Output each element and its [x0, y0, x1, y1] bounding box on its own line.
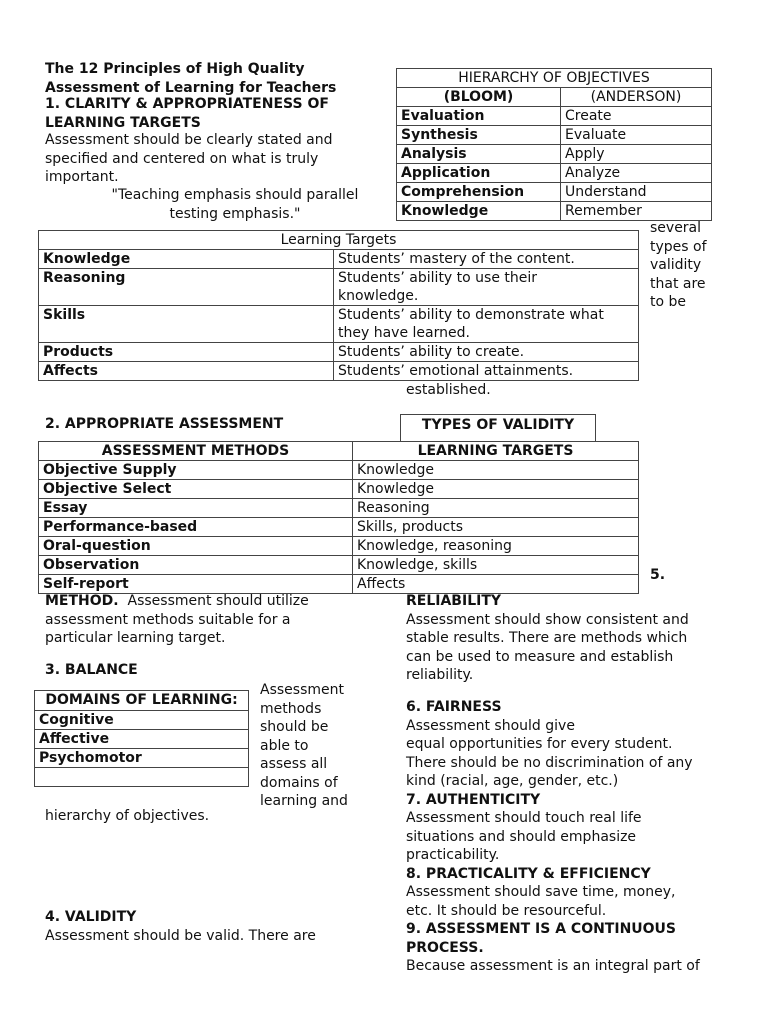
anderson-cell: Evaluate: [561, 126, 712, 145]
target-cell: Skills, products: [353, 518, 639, 537]
target-cell: Affects: [353, 575, 639, 594]
method-cell: Performance-based: [39, 518, 353, 537]
targets-header: LEARNING TARGETS: [353, 442, 639, 461]
principle-6-heading: 6. FAIRNESS: [406, 699, 502, 715]
anderson-cell: Apply: [561, 145, 712, 164]
table-row: [397, 164, 712, 183]
principle-1-quote: "Teaching emphasis should parallel testing emphasis.": [111, 187, 359, 222]
target-cell: Knowledge, reasoning: [353, 537, 639, 556]
table-row: [39, 518, 639, 537]
table-row: [39, 461, 639, 480]
domain-cell: Cognitive: [35, 711, 249, 730]
method-cell: Objective Supply: [39, 461, 353, 480]
principle-5-heading: RELIABILITY: [406, 593, 502, 609]
principle-9-heading-cont: PROCESS.: [406, 939, 484, 956]
table-row: [39, 343, 639, 362]
bloom-cell: Knowledge: [397, 202, 561, 221]
learning-targets-table: [38, 230, 639, 381]
table-row: [35, 749, 249, 768]
method-cell: Objective Select: [39, 480, 353, 499]
principle-9-heading: 9. ASSESSMENT IS A CONTINUOUS: [406, 921, 677, 937]
hierarchy-table: [396, 68, 712, 221]
domain-cell: [35, 768, 249, 787]
table-row: [397, 183, 712, 202]
assessment-methods-table: [38, 441, 639, 594]
target-name: Affects: [39, 362, 334, 381]
target-name: Products: [39, 343, 334, 362]
validity-side-text: several types of validity that are to be: [650, 220, 707, 310]
table-row: [39, 575, 639, 594]
table-row: [35, 711, 249, 730]
page-title: The 12 Principles of High Quality Assessment of Learning for Teachers: [45, 61, 337, 96]
domains-table: [34, 690, 249, 787]
principle-5-number: 5.: [650, 567, 666, 583]
target-description: Students’ ability to use their knowledge.: [334, 269, 639, 306]
principle-3-heading: 3. BALANCE: [45, 662, 138, 678]
principle-7-heading: 7. AUTHENTICITY: [406, 791, 541, 808]
target-cell: Knowledge: [353, 480, 639, 499]
principle-3-tail: hierarchy of objectives.: [45, 808, 210, 824]
table-row: [39, 480, 639, 499]
table-row: [39, 306, 639, 343]
target-cell: Knowledge, skills: [353, 556, 639, 575]
principle-4-heading: 4. VALIDITY: [45, 909, 137, 925]
table-row: [39, 250, 639, 269]
method-cell: Self-report: [39, 575, 353, 594]
table-row: [39, 269, 639, 306]
principle-2-body: METHOD. Assessment should utilize assessment methods suitable for a particular learning target.: [45, 593, 309, 646]
principle-3-side-text: Assessment methods should be able to assess all domains of learning and: [260, 682, 348, 809]
domain-cell: Psychomotor: [35, 749, 249, 768]
target-description: Students’ mastery of the content.: [334, 250, 639, 269]
anderson-header: (ANDERSON): [561, 88, 712, 107]
principle-4-body: Assessment should be valid. There are: [45, 928, 316, 944]
domain-cell: Affective: [35, 730, 249, 749]
table-row: [35, 730, 249, 749]
table-row: [397, 202, 712, 221]
target-name: Skills: [39, 306, 334, 343]
principle-6-section: 6. FAIRNESS Assessment should give equal opportunities for every student. There should be no discrimination of any kind (racial, age, gender, etc.) 7. AUTHENTICITY Assessment should touch real life situations and should emphasize practicability. 8. PRACTICALITY & EFFICIENCY Assessment should save time, money, etc. It should be resourceful. 9. ASSESSMENT IS A CONTINUOUS PROCESS. Because assessment is an integral part of: [406, 698, 746, 976]
table-row: [397, 107, 712, 126]
methods-header: ASSESSMENT METHODS: [39, 442, 353, 461]
method-cell: Essay: [39, 499, 353, 518]
method-cell: Oral-question: [39, 537, 353, 556]
method-cell: Observation: [39, 556, 353, 575]
bloom-cell: Analysis: [397, 145, 561, 164]
target-description: Students’ emotional attainments.: [334, 362, 639, 381]
table-row: [39, 362, 639, 381]
anderson-cell: Remember: [561, 202, 712, 221]
table-row: [397, 145, 712, 164]
target-description: Students’ ability to create.: [334, 343, 639, 362]
bloom-cell: Synthesis: [397, 126, 561, 145]
anderson-cell: Create: [561, 107, 712, 126]
target-cell: Reasoning: [353, 499, 639, 518]
target-description: Students’ ability to demonstrate what they have learned.: [334, 306, 639, 343]
learning-targets-title: Learning Targets: [39, 231, 639, 250]
principle-1-body: Assessment should be clearly stated and specified and centered on what is truly important.: [45, 132, 333, 185]
target-name: Reasoning: [39, 269, 334, 306]
bloom-header: (BLOOM): [397, 88, 561, 107]
principle-2-heading: 2. APPROPRIATE ASSESSMENT: [45, 416, 284, 432]
table-row: [397, 126, 712, 145]
types-of-validity-box: TYPES OF VALIDITY: [400, 414, 596, 443]
table-row: [39, 556, 639, 575]
target-name: Knowledge: [39, 250, 334, 269]
bloom-cell: Comprehension: [397, 183, 561, 202]
target-cell: Knowledge: [353, 461, 639, 480]
principle-9-body: Because assessment is an integral part of: [406, 958, 700, 974]
anderson-cell: Analyze: [561, 164, 712, 183]
validity-established: established.: [406, 382, 491, 398]
principle-5-section: RELIABILITY Assessment should show consistent and stable results. There are methods which can be used to measure and establish reliability.: [406, 592, 746, 685]
table-row: [39, 537, 639, 556]
principle-8-heading: 8. PRACTICALITY & EFFICIENCY: [406, 865, 651, 882]
table-row: [35, 768, 249, 787]
bloom-cell: Evaluation: [397, 107, 561, 126]
hierarchy-title: HIERARCHY OF OBJECTIVES: [397, 69, 712, 88]
principle-1-heading: 1. CLARITY & APPROPRIATENESS OF LEARNING TARGETS: [45, 96, 329, 131]
table-row: [39, 499, 639, 518]
bloom-cell: Application: [397, 164, 561, 183]
domains-title: DOMAINS OF LEARNING:: [35, 691, 249, 711]
anderson-cell: Understand: [561, 183, 712, 202]
